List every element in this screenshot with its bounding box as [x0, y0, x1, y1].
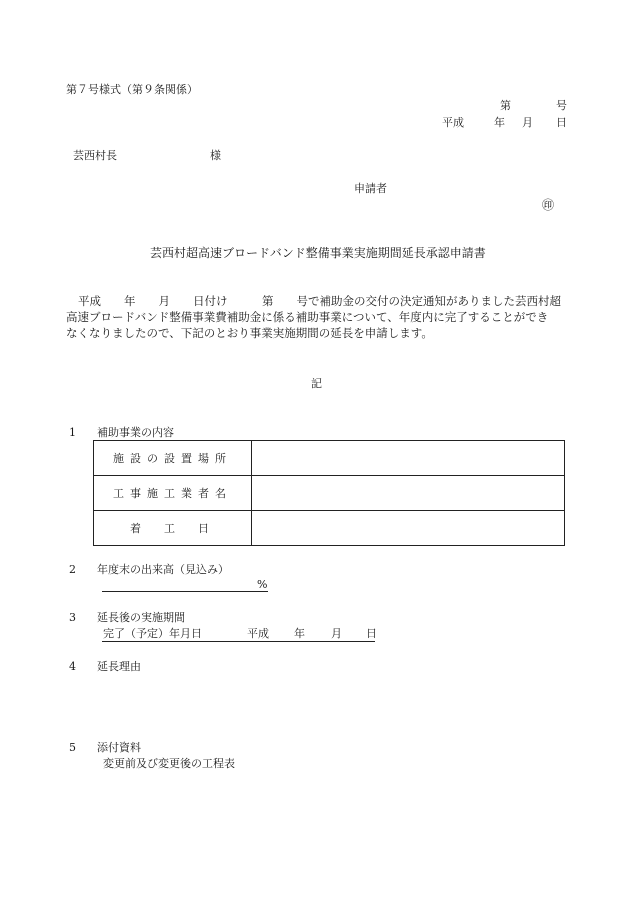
item-number: 2	[69, 563, 76, 576]
completion-era: 平成	[247, 627, 269, 640]
doc-number-suffix: 号	[556, 99, 567, 112]
document-title: 芸西村超高速ブロードバンド整備事業実施期間延長承認申請書	[150, 246, 486, 260]
project-content-table	[93, 440, 565, 546]
applicant-label: 申請者	[354, 182, 387, 195]
ki-marker: 記	[311, 377, 322, 390]
completion-label: 完了（予定）年月日	[103, 627, 202, 640]
item-label: 年度末の出来高（見込み）	[97, 563, 229, 576]
progress-field[interactable]	[102, 577, 268, 592]
date-year: 年	[494, 116, 505, 129]
form-number: 第７号様式（第９条関係）	[66, 83, 198, 96]
item-number: 3	[69, 611, 76, 624]
body-line: なくなりましたので、下記のとおり事業実施期間の延長を申請します。	[66, 326, 433, 340]
completion-month: 月	[331, 627, 342, 640]
attachment-detail: 変更前及び変更後の工程表	[103, 757, 235, 770]
addressee-honorific: 様	[210, 149, 221, 162]
item-number: 5	[69, 741, 76, 754]
item-number: 1	[69, 426, 76, 439]
percent-unit: %	[257, 578, 268, 591]
table-row-label: 着 工 日	[94, 511, 252, 546]
doc-number-prefix: 第	[500, 99, 511, 112]
item-label: 補助事業の内容	[97, 426, 174, 439]
completion-day: 日	[366, 627, 377, 640]
item-label: 添付資料	[97, 741, 141, 754]
table-row	[94, 476, 565, 511]
completion-year: 年	[294, 627, 305, 640]
table-row	[94, 441, 565, 476]
addressee-name: 芸西村長	[73, 149, 117, 162]
table-row-label: 施設の設置場所	[94, 441, 252, 476]
item-label: 延長理由	[97, 660, 141, 673]
body-paragraph	[66, 293, 566, 341]
item-number: 4	[69, 660, 76, 673]
table-row-value[interactable]	[252, 476, 565, 511]
seal-mark: ㊞	[542, 198, 555, 212]
body-line: 平成 年 月 日付け 第 号で補助金の交付の決定通知がありました芸西村超	[78, 294, 561, 308]
table-row-label: 工事施工業者名	[94, 476, 252, 511]
date-month: 月	[522, 116, 533, 129]
table-row-value[interactable]	[252, 511, 565, 546]
date-day: 日	[556, 116, 567, 129]
item-label: 延長後の実施期間	[97, 611, 185, 624]
table-row	[94, 511, 565, 546]
date-era: 平成	[442, 116, 464, 129]
table-row-value[interactable]	[252, 441, 565, 476]
body-line: 高速ブロードバンド整備事業費補助金に係る補助事業について、年度内に完了することができ	[66, 310, 549, 324]
